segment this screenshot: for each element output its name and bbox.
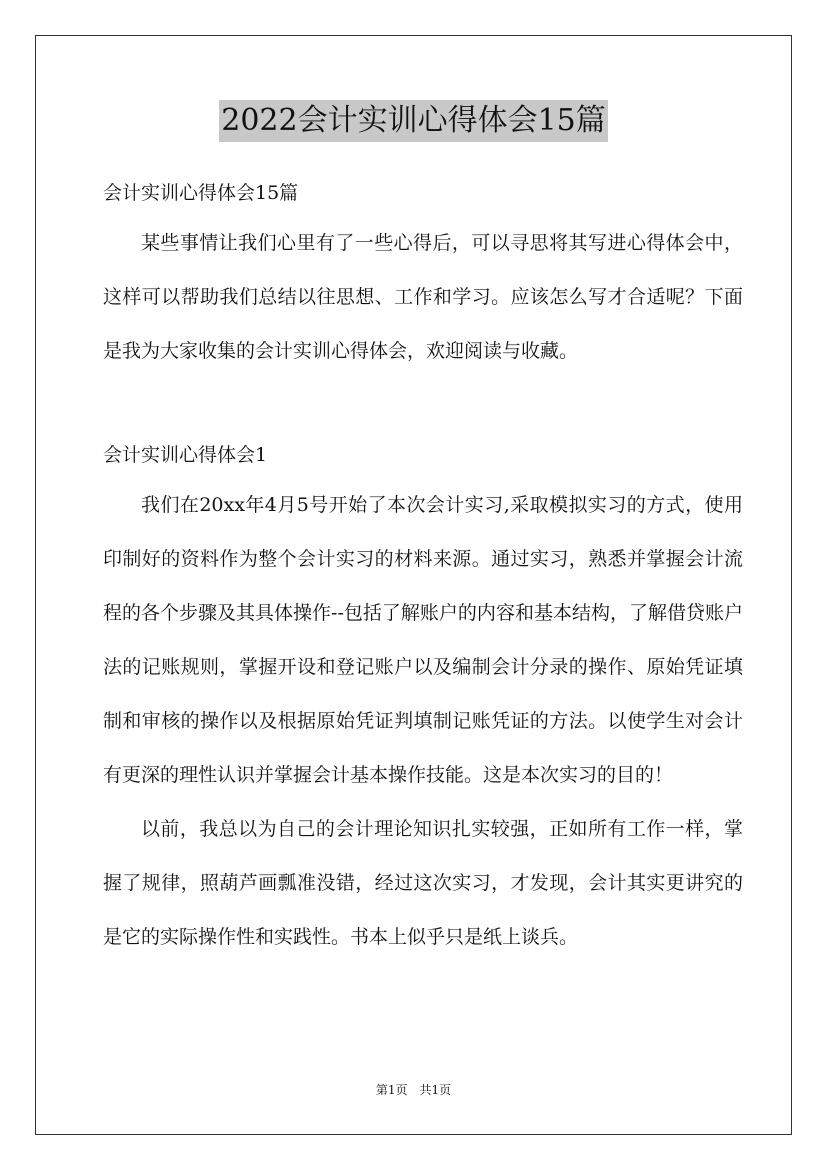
document-title: 2022会计实训心得体会15篇 [219,100,608,142]
section-1-paragraph-1: 我们在20xx年4月5号开始了本次会计实习,采取模拟实习的方式，使用印制好的资料作为整个会计实习的材料来源。通过实习，熟悉并掌握会计流程的各个步骤及其具体操作--包括了解账户的内容和基本结构，了解借贷账户法的记账规则，掌握开设和登记账户以及编制会计分录的操作、原始凭证填制和审核的操作以及根据原始凭证判填制记账凭证的方法。以使学生对会计有更深的理性认识并掌握会计基本操作技能。这是本次实习的目的！ [103,494,743,786]
section-heading-1: 会计实训心得体会1 [103,444,268,466]
page-footer [0,1082,827,1098]
document-subtitle: 会计实训心得体会15篇 [103,182,299,204]
document-body [103,170,743,964]
title-container [0,100,827,142]
intro-paragraph: 某些事情让我们心里有了一些心得后，可以寻思将其写进心得体会中，这样可以帮助我们总结以往思想、工作和学习。应该怎么写才合适呢？下面是我为大家收集的会计实训心得体会，欢迎阅读与收藏。 [103,232,743,362]
page-number: 第1页 共1页 [375,1083,452,1097]
intro-paragraph-block [103,216,743,378]
section-1-paragraph-2: 以前，我总以为自己的会计理论知识扎实较强，正如所有工作一样，掌握了规律，照葫芦画瓢准没错，经过这次实习，才发现，会计其实更讲究的是它的实际操作性和实践性。书本上似乎只是纸上谈兵。 [103,818,743,948]
section-1-body [103,478,743,964]
